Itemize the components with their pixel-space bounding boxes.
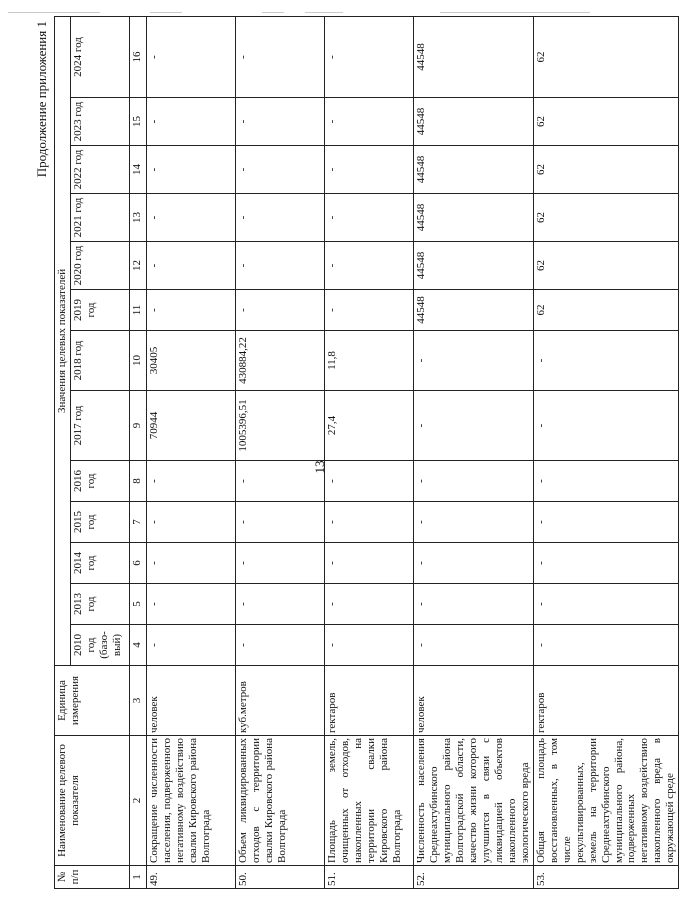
value-cell: 70944 [146,391,235,461]
value-cell: - [413,502,533,543]
value-cell: - [324,242,413,290]
header-unit: Единица измерения [55,666,130,736]
value-cell: - [146,16,235,97]
header-name: Наименование целевого показателя [55,736,130,866]
unit-of-measure: гектаров [533,666,679,736]
column-index: 12 [129,242,146,290]
value-cell: 62 [533,194,679,242]
unit-of-measure: человек [413,666,533,736]
column-index: 9 [129,391,146,461]
value-cell: - [235,625,324,666]
value-cell: - [324,543,413,584]
value-cell: - [235,242,324,290]
value-cell: - [413,331,533,391]
column-index: 4 [129,625,146,666]
value-cell: - [533,625,679,666]
value-cell: - [235,16,324,97]
value-cell: - [533,331,679,391]
value-cell: - [235,584,324,625]
value-cell: - [235,290,324,331]
value-cell: - [413,461,533,502]
row-number: 50. [235,866,324,889]
column-index: 8 [129,461,146,502]
value-cell: 11,8 [324,331,413,391]
row-number: 53. [533,866,679,889]
column-index: 1 [129,866,146,889]
column-index: 16 [129,16,146,97]
value-cell: - [533,461,679,502]
indicator-name: Площадь земель, очищенных от отходов, накопленных на территории свалки Кировского района Волгограда [324,736,413,866]
scan-artifact-line [8,12,100,13]
row-number: 49. [146,866,235,889]
value-cell: - [146,543,235,584]
row-number: 52. [413,866,533,889]
column-index: 6 [129,543,146,584]
value-cell: 430884,22 [235,331,324,391]
value-cell: 44548 [413,194,533,242]
value-cell: - [533,502,679,543]
column-index-row [129,16,146,888]
value-cell: - [324,98,413,146]
value-cell: 62 [533,146,679,194]
unit-of-measure: человек [146,666,235,736]
scan-artifact-line [150,12,182,13]
value-cell: - [324,584,413,625]
table-row [413,16,533,888]
header-year: 2010 год (базо-вый) [70,625,129,666]
table-row [324,16,413,888]
value-cell: 62 [533,98,679,146]
value-cell: - [324,502,413,543]
header-num: № п/п [55,866,130,889]
indicator-name: Объем ликвидированных отходов с территории свалки Кировского района Волгограда [235,736,324,866]
row-number: 51. [324,866,413,889]
value-cell: - [235,461,324,502]
value-cell: - [146,194,235,242]
value-cell: - [235,502,324,543]
value-cell: - [146,625,235,666]
value-cell: - [533,391,679,461]
value-cell: - [324,461,413,502]
header-year: 2014 год [70,543,129,584]
column-index: 7 [129,502,146,543]
value-cell: - [324,194,413,242]
page-number: 13 [312,460,327,474]
indicator-name: Сокращение численности населения, подверженного негативному воздействию свалки Кировского района Волгограда [146,736,235,866]
scan-artifact-line [262,12,284,13]
value-cell: - [324,290,413,331]
target-indicators-table [54,16,679,889]
scan-artifact-line [305,12,343,13]
value-cell: - [413,625,533,666]
header-values-group: Значения целевых показателей [55,16,71,665]
value-cell: 62 [533,290,679,331]
value-cell: - [413,584,533,625]
column-index: 15 [129,98,146,146]
column-index: 3 [129,666,146,736]
value-cell: 44548 [413,242,533,290]
value-cell: 44548 [413,16,533,97]
value-cell: - [533,543,679,584]
header-year: 2015 год [70,502,129,543]
value-cell: - [146,502,235,543]
table-row [146,16,235,888]
value-cell: 62 [533,16,679,97]
value-cell: - [324,625,413,666]
value-cell: - [146,461,235,502]
value-cell: - [146,290,235,331]
header-year: 2022 год [70,146,129,194]
scan-artifact-line [440,12,590,13]
unit-of-measure: гектаров [324,666,413,736]
value-cell: - [146,242,235,290]
value-cell: - [413,543,533,584]
column-index: 14 [129,146,146,194]
header-year: 2021 год [70,194,129,242]
value-cell: 27,4 [324,391,413,461]
header-year: 2023 год [70,98,129,146]
value-cell: - [413,391,533,461]
value-cell: - [235,194,324,242]
value-cell: 62 [533,242,679,290]
value-cell: - [146,98,235,146]
value-cell: 1005396,51 [235,391,324,461]
header-year: 2017 год [70,391,129,461]
column-index: 2 [129,736,146,866]
unit-of-measure: куб.метров [235,666,324,736]
value-cell: 44548 [413,98,533,146]
column-index: 5 [129,584,146,625]
value-cell: 44548 [413,290,533,331]
header-year: 2013 год [70,584,129,625]
value-cell: 44548 [413,146,533,194]
value-cell: 30405 [146,331,235,391]
table-row [235,16,324,888]
value-cell: - [324,146,413,194]
value-cell: - [146,584,235,625]
value-cell: - [235,146,324,194]
header-year: 2019 год [70,290,129,331]
header-year: 2020 год [70,242,129,290]
header-row [55,16,71,888]
column-index: 13 [129,194,146,242]
column-index: 11 [129,290,146,331]
header-year: 2024 год [70,16,129,97]
value-cell: - [235,98,324,146]
value-cell: - [324,16,413,97]
value-cell: - [146,146,235,194]
indicator-name: Общая площадь восстановленных, в том числе рекультивированных, земель на территории Среднеахтубинского муниципального района, подверженных негативному воздействию накопленного вреда в окружающей среде [533,736,679,866]
value-cell: - [235,543,324,584]
header-year: 2016 год [70,461,129,502]
indicator-name: Численность населения Среднеахтубинского муниципального района Волгоградской области, качество жизни которого улучшится в связи с ликвидацией объектов накопленного экологического вреда [413,736,533,866]
column-index: 10 [129,331,146,391]
table-row [533,16,679,888]
value-cell: - [533,584,679,625]
continuation-label: Продолжение приложения 1 [34,21,49,178]
header-year: 2018 год [70,331,129,391]
rotated-sheet [32,17,677,889]
